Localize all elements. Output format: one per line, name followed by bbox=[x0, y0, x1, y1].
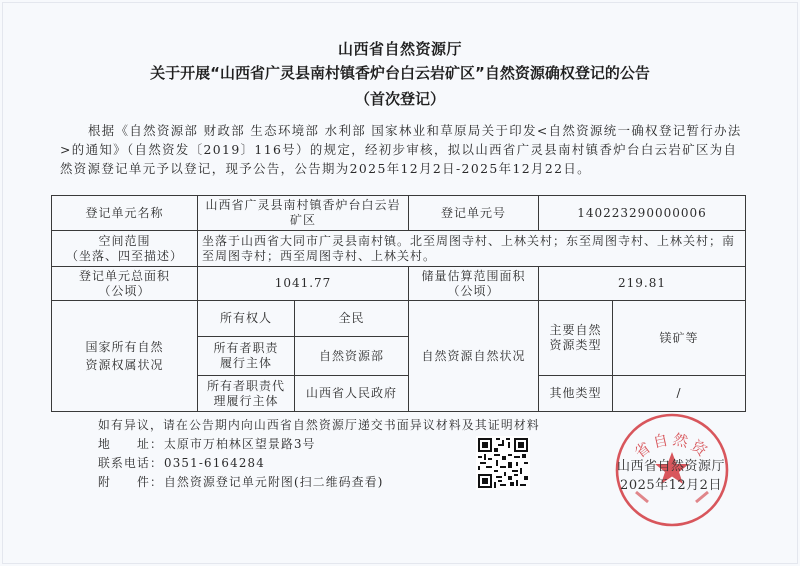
attachment-row bbox=[98, 473, 540, 492]
duty-subject-label-text: 所有者职责履行主体 bbox=[213, 341, 279, 370]
ownership-label bbox=[52, 301, 198, 412]
issuer-title: 山西省自然资源厅 bbox=[337, 40, 462, 58]
svg-text:省自然资: 省自然资 bbox=[631, 430, 713, 462]
total-area-label bbox=[52, 267, 198, 301]
owner-value: 全民 bbox=[295, 301, 409, 337]
duty-subject-label bbox=[198, 337, 295, 376]
phone-row bbox=[98, 454, 540, 473]
reserve-area-label bbox=[409, 267, 539, 301]
scope-label bbox=[52, 231, 198, 267]
reserve-area-label-line2: （公顷） bbox=[447, 283, 500, 298]
notice-subtitle: （首次登记） bbox=[354, 90, 445, 108]
attachment-value: 自然资源登记单元附图(扫二维码查看) bbox=[164, 475, 384, 489]
qr-code-icon[interactable] bbox=[476, 436, 530, 490]
unit-no-value: 140223290000006 bbox=[539, 196, 746, 231]
objection-note: 如有异议，请在公告期内向山西省自然资源厅递交书面异议材料及其证明材料 bbox=[98, 418, 540, 432]
other-type-value: / bbox=[613, 376, 746, 412]
address-row bbox=[98, 435, 540, 454]
scope-value: 坐落于山西省大同市广灵县南村镇。北至周图寺村、上林关村；东至周图寺村、上林关村；南至周图寺村；西至周图寺村、上林关村。 bbox=[198, 231, 746, 267]
agent-subject-value: 山西省人民政府 bbox=[295, 376, 409, 412]
reserve-area-label-line1: 储量估算范围面积 bbox=[421, 268, 526, 283]
phone-value: 0351-6164284 bbox=[164, 456, 265, 470]
phone-label: 联系电话： bbox=[98, 456, 163, 470]
registration-table bbox=[51, 195, 746, 412]
reserve-area-value: 219.81 bbox=[539, 267, 746, 301]
signature-date: 2025年12月2日 bbox=[620, 478, 722, 493]
agent-subject-label-text: 所有者职责代理履行主体 bbox=[206, 378, 285, 408]
ownership-label-text: 国家所有自然资源权属状况 bbox=[85, 340, 164, 372]
total-area-value: 1041.77 bbox=[198, 267, 409, 301]
unit-name-label: 登记单元名称 bbox=[52, 196, 198, 231]
scope-label-line1: 空间范围 bbox=[98, 233, 151, 248]
contact-block bbox=[98, 416, 540, 492]
unit-name-value: 山西省广灵县南村镇香炉台白云岩矿区 bbox=[198, 196, 409, 231]
duty-subject-value: 自然资源部 bbox=[295, 337, 409, 376]
attachment-label: 附 件： bbox=[98, 475, 163, 489]
agent-subject-label bbox=[198, 376, 295, 412]
address-value: 太原市万柏林区望景路3号 bbox=[164, 437, 316, 451]
total-area-label-line2: （公顷） bbox=[98, 283, 151, 298]
main-type-value: 镁矿等 bbox=[613, 301, 746, 376]
natural-status-label: 自然资源自然状况 bbox=[409, 301, 539, 412]
main-type-label-text: 主要自然资源类型 bbox=[549, 323, 602, 352]
signature-org: 山西省自然资源厅 bbox=[616, 459, 725, 474]
owner-label: 所有权人 bbox=[198, 301, 295, 337]
other-type-label: 其他类型 bbox=[539, 376, 613, 412]
notice-title: 关于开展“山西省广灵县南村镇香炉台白云岩矿区”自然资源确权登记的公告 bbox=[150, 64, 650, 82]
scope-label-line2: （坐落、四至描述） bbox=[65, 248, 183, 263]
notice-paragraph: 根据《自然资源部 财政部 生态环境部 水利部 国家林业和草原局关于印发<自然资源统一确权登记暂行办法>的通知》（自然资发〔2019〕116号）的规定，经初步审核，拟以山西省广灵县南村镇香炉台白云岩矿区为自然资源登记单元予以登记，现予公告，公告期为2025年12月2日-2025年12月22日。 bbox=[60, 123, 742, 176]
main-type-label bbox=[539, 301, 613, 376]
address-label: 地 址： bbox=[98, 437, 163, 451]
total-area-label-line1: 登记单元总面积 bbox=[78, 268, 170, 283]
unit-no-label: 登记单元号 bbox=[409, 196, 539, 231]
